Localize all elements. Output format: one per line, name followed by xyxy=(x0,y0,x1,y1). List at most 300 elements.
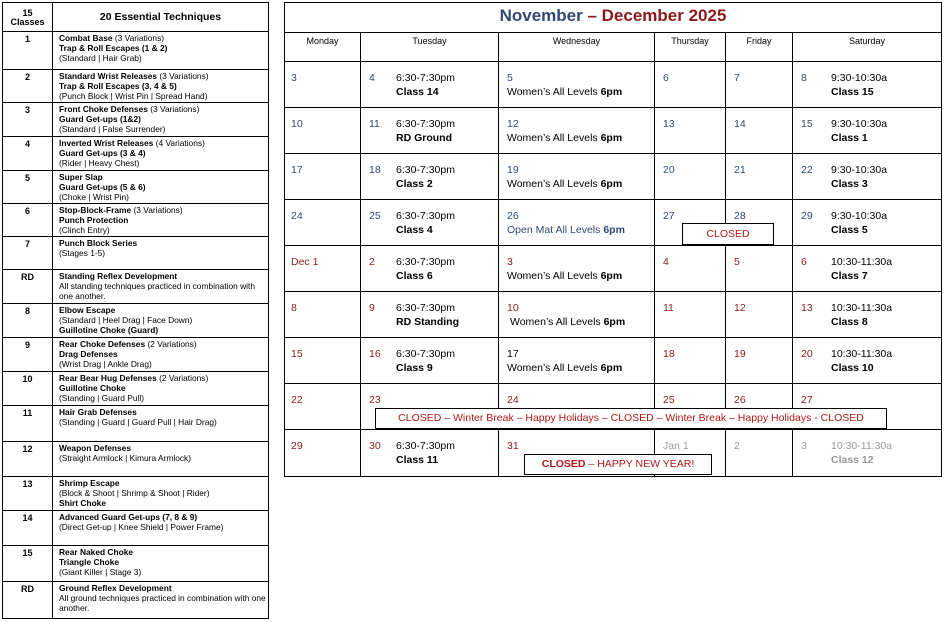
class-name: Class 11 xyxy=(396,454,439,466)
womens-class-text: Women’s All Levels xyxy=(507,270,601,282)
calendar-day-cell xyxy=(793,429,941,475)
day-number: 27 xyxy=(663,210,675,222)
calendar-day-cell xyxy=(285,291,361,337)
womens-class-label xyxy=(507,132,622,144)
calendar-day-cell xyxy=(793,107,941,153)
womens-class-text: Women’s All Levels xyxy=(507,362,601,374)
technique-row xyxy=(3,137,269,171)
class-time: 9:30-10:30a xyxy=(831,210,888,222)
calendar-day-cell xyxy=(361,429,499,475)
day-number: 29 xyxy=(801,210,813,222)
womens-class-text: Women’s All Levels xyxy=(510,316,604,328)
class-time: 6:30-7:30pm xyxy=(396,72,455,84)
technique-detail: (Punch Block | Wrist Pin | Spread Hand) xyxy=(59,91,208,102)
technique-line xyxy=(59,407,268,417)
day-number: 5 xyxy=(507,72,513,84)
technique-name: Super Slap xyxy=(59,172,103,182)
day-number: 25 xyxy=(369,210,381,222)
calendar-day-cell xyxy=(726,107,793,153)
calendar-day-cell xyxy=(285,337,361,383)
womens-class-time: 6pm xyxy=(603,316,626,328)
class-name: Class 5 xyxy=(831,224,868,236)
technique-detail: (Standing | Guard Pull) xyxy=(59,393,145,404)
day-number: 7 xyxy=(734,72,740,84)
day-number: 18 xyxy=(663,348,675,360)
technique-line xyxy=(59,593,268,613)
calendar-day-cell xyxy=(499,61,655,107)
closed-new-year-bold: CLOSED xyxy=(541,458,586,470)
technique-line xyxy=(59,359,268,369)
technique-line xyxy=(59,383,268,393)
calendar-day-cell xyxy=(361,291,499,337)
technique-description xyxy=(53,338,269,372)
technique-line xyxy=(59,271,268,281)
calendar-day-cell xyxy=(655,337,726,383)
technique-number: 15 xyxy=(3,546,53,582)
calendar-day-cell xyxy=(499,337,655,383)
technique-description xyxy=(53,372,269,406)
technique-row xyxy=(3,32,269,70)
technique-name: Drag Defenses xyxy=(59,349,118,360)
technique-line xyxy=(59,43,268,53)
calendar-day-cell xyxy=(285,153,361,199)
technique-line xyxy=(59,182,268,192)
technique-line xyxy=(59,172,268,182)
technique-line xyxy=(59,281,268,301)
calendar-day-cell xyxy=(793,199,941,245)
technique-line xyxy=(59,53,268,63)
womens-class-time: 6pm xyxy=(600,362,623,374)
technique-row xyxy=(3,406,269,442)
technique-name: Punch Protection xyxy=(59,215,129,226)
technique-row xyxy=(3,304,269,338)
day-number: 13 xyxy=(663,118,675,130)
techniques-header-title: 20 Essential Techniques xyxy=(53,3,269,32)
technique-detail: (Giant Killer | Stage 3) xyxy=(59,567,142,578)
technique-row xyxy=(3,477,269,511)
technique-detail: (4 Variations) xyxy=(153,138,205,148)
day-number: 3 xyxy=(507,256,513,268)
class-name: Class 10 xyxy=(831,362,874,374)
day-header-saturday: Saturday xyxy=(848,36,886,46)
day-number: 28 xyxy=(734,210,746,222)
technique-line xyxy=(59,238,268,248)
class-time: 9:30-10:30a xyxy=(831,118,888,130)
calendar-day-cell xyxy=(793,61,941,107)
calendar-day-cell xyxy=(655,107,726,153)
technique-name: Punch Block Series xyxy=(59,238,138,248)
technique-line xyxy=(59,205,268,215)
day-number: 4 xyxy=(663,256,669,268)
technique-line xyxy=(59,104,268,114)
technique-line xyxy=(59,498,268,508)
technique-name: Guillotine Choke (Guard) xyxy=(59,325,159,336)
womens-class-label xyxy=(507,178,622,190)
day-number: Dec 1 xyxy=(291,256,319,268)
technique-line xyxy=(59,583,268,593)
technique-detail: (3 Variations) xyxy=(112,33,165,43)
technique-name: Standing Reflex Development xyxy=(59,271,178,281)
class-time: 10:30-11:30a xyxy=(831,440,893,452)
day-number: 3 xyxy=(801,440,807,452)
technique-line xyxy=(59,349,268,359)
calendar-day-cell xyxy=(285,245,361,291)
day-header-row xyxy=(285,33,941,61)
technique-line xyxy=(59,488,268,498)
technique-line xyxy=(59,215,268,225)
technique-number: 1 xyxy=(3,32,53,70)
technique-detail: (Wrist Drag | Ankle Drag) xyxy=(59,359,152,370)
technique-description xyxy=(53,511,269,546)
class-time: 6:30-7:30pm xyxy=(396,210,455,222)
technique-description xyxy=(53,477,269,511)
technique-description xyxy=(53,237,269,270)
calendar xyxy=(284,2,942,477)
womens-class-text: Open Mat All Levels xyxy=(507,224,604,236)
calendar-day-cell xyxy=(793,291,941,337)
technique-number: 11 xyxy=(3,406,53,442)
technique-number: 7 xyxy=(3,237,53,270)
technique-detail: All ground techniques practiced in combination with one another. xyxy=(59,593,266,614)
technique-detail: (Clinch Entry) xyxy=(59,225,110,236)
technique-name: Guard Get-ups (3 & 4) xyxy=(59,148,146,159)
day-header-tuesday: Tuesday xyxy=(361,33,499,61)
day-number: 5 xyxy=(734,256,740,268)
womens-class-text: Women’s All Levels xyxy=(507,132,601,144)
technique-name: Guard Get-ups (5 & 6) xyxy=(59,182,146,193)
day-number: 16 xyxy=(369,348,381,360)
technique-line xyxy=(59,81,268,91)
technique-line xyxy=(59,148,268,158)
technique-number: RD xyxy=(3,582,53,619)
technique-description xyxy=(53,103,269,137)
day-header-wednesday: Wednesday xyxy=(499,33,655,61)
class-name: Class 6 xyxy=(396,270,433,282)
calendar-day-cell xyxy=(793,153,941,199)
technique-number: 13 xyxy=(3,477,53,511)
day-number: 11 xyxy=(663,302,674,314)
day-header-thursday: Thursday xyxy=(655,33,726,61)
class-name: Class 7 xyxy=(831,270,868,282)
technique-name: Rear Choke Defenses xyxy=(59,339,146,349)
technique-name: Standard Wrist Releases xyxy=(59,71,158,81)
class-time: 6:30-7:30pm xyxy=(396,440,455,452)
technique-detail: (3 Variations) xyxy=(131,205,183,215)
closed-winter-break-label: CLOSED – Winter Break – Happy Holidays – CLOSED – Winter Break – Happy Holidays - CLOSED xyxy=(375,408,887,429)
technique-line xyxy=(59,557,268,567)
technique-line xyxy=(59,248,268,258)
technique-number: 6 xyxy=(3,204,53,237)
technique-line xyxy=(59,315,268,325)
technique-detail: (2 Variations) xyxy=(145,339,197,349)
calendar-day-cell xyxy=(361,199,499,245)
technique-detail: All standing techniques practiced in combination with one another. xyxy=(59,281,255,302)
class-name: RD Standing xyxy=(396,316,459,328)
class-time: 10:30-11:30a xyxy=(831,256,893,268)
technique-name: Trap & Roll Escapes (3, 4 & 5) xyxy=(59,81,177,92)
day-number: 20 xyxy=(663,164,675,176)
technique-line xyxy=(59,373,268,383)
technique-row xyxy=(3,70,269,103)
class-time: 9:30-10:30a xyxy=(831,164,888,176)
technique-line xyxy=(59,305,268,315)
technique-detail: (Standing | Guard | Guard Pull | Hair Drag) xyxy=(59,417,217,428)
technique-line xyxy=(59,91,268,101)
technique-line xyxy=(59,33,268,43)
day-number: 6 xyxy=(663,72,669,84)
class-time: 10:30-11:30a xyxy=(831,302,893,314)
technique-line xyxy=(59,138,268,148)
class-name: Class 9 xyxy=(396,362,433,374)
technique-row xyxy=(3,582,269,619)
womens-class-time: 6pm xyxy=(603,224,625,236)
day-number: 14 xyxy=(734,118,746,130)
technique-line xyxy=(59,158,268,168)
class-time: 6:30-7:30pm xyxy=(396,118,455,130)
day-number: 12 xyxy=(734,302,746,314)
technique-description xyxy=(53,204,269,237)
calendar-day-cell xyxy=(655,245,726,291)
technique-description xyxy=(53,171,269,204)
day-number: 22 xyxy=(801,164,813,176)
womens-class-time: 6pm xyxy=(600,178,623,190)
day-number: 6 xyxy=(801,256,807,268)
technique-number: 3 xyxy=(3,103,53,137)
technique-number: RD xyxy=(3,270,53,304)
technique-detail: (Rider | Heavy Chest) xyxy=(59,158,140,169)
technique-name: Shrimp Escape xyxy=(59,478,120,488)
womens-class-time: 6pm xyxy=(600,270,623,282)
technique-row xyxy=(3,171,269,204)
day-number: 15 xyxy=(801,118,813,130)
title-november: November xyxy=(499,6,583,25)
class-time: 6:30-7:30pm xyxy=(396,348,455,360)
womens-class-label xyxy=(510,316,625,328)
womens-class-label xyxy=(507,224,625,236)
technique-name: Rear Bear Hug Defenses xyxy=(59,373,157,383)
technique-description xyxy=(53,406,269,442)
class-name: RD Ground xyxy=(396,132,452,144)
technique-detail: (Standard | False Surrender) xyxy=(59,124,166,135)
day-number: 12 xyxy=(507,118,519,130)
day-number: 11 xyxy=(369,118,380,130)
class-name: Class 1 xyxy=(831,132,868,144)
classes-count-header: 15 Classes xyxy=(3,3,53,32)
technique-description xyxy=(53,70,269,103)
day-number: 18 xyxy=(369,164,381,176)
technique-number: 2 xyxy=(3,70,53,103)
day-number: 17 xyxy=(507,348,519,360)
day-header-monday: Monday xyxy=(285,33,361,61)
day-number: 3 xyxy=(291,72,297,84)
class-time: 9:30-10:30a xyxy=(831,72,888,84)
calendar-day-cell xyxy=(726,61,793,107)
class-time: 6:30-7:30pm xyxy=(396,164,455,176)
day-number: Jan 1 xyxy=(663,440,689,452)
technique-detail: (Choke | Wrist Pin) xyxy=(59,192,129,203)
technique-name: Triangle Choke xyxy=(59,557,120,568)
day-number: 27 xyxy=(801,394,813,406)
technique-description xyxy=(53,137,269,171)
class-time: 6:30-7:30pm xyxy=(396,302,455,314)
day-number: 29 xyxy=(291,440,303,452)
technique-name: Stop-Block-Frame xyxy=(59,205,132,215)
technique-line xyxy=(59,478,268,488)
day-number: 26 xyxy=(507,210,519,222)
day-number: 24 xyxy=(507,394,519,406)
title-dash: – xyxy=(582,6,602,25)
womens-class-label xyxy=(507,362,622,374)
technique-number: 12 xyxy=(3,442,53,477)
technique-detail: (Standard | Heel Drag | Face Down) xyxy=(59,315,193,326)
day-number: 2 xyxy=(734,440,740,452)
technique-number: 14 xyxy=(3,511,53,546)
calendar-day-cell xyxy=(499,245,655,291)
technique-detail: (Standard | Hair Grab) xyxy=(59,53,142,64)
calendar-day-cell xyxy=(361,61,499,107)
class-name: Class 8 xyxy=(831,316,868,328)
technique-line xyxy=(59,522,268,532)
womens-class-time: 6pm xyxy=(600,86,623,98)
calendar-day-cell xyxy=(793,337,941,383)
day-number: 19 xyxy=(734,348,746,360)
day-number: 8 xyxy=(801,72,807,84)
day-number: 2 xyxy=(369,256,375,268)
technique-line xyxy=(59,114,268,124)
day-number: 10 xyxy=(291,118,303,130)
class-name: Class 3 xyxy=(831,178,868,190)
technique-number: 4 xyxy=(3,137,53,171)
technique-name: Guillotine Choke xyxy=(59,383,126,394)
class-name: Class 2 xyxy=(396,178,433,190)
calendar-day-cell xyxy=(361,107,499,153)
day-number: 31 xyxy=(507,440,519,452)
technique-line xyxy=(59,393,268,403)
day-number: 19 xyxy=(507,164,519,176)
technique-line xyxy=(59,325,268,335)
calendar-day-cell xyxy=(499,153,655,199)
day-number: 26 xyxy=(734,394,746,406)
technique-name: Shirt Choke xyxy=(59,498,106,509)
technique-row xyxy=(3,270,269,304)
technique-number: 9 xyxy=(3,338,53,372)
calendar-day-cell xyxy=(285,429,361,475)
technique-name: Trap & Roll Escapes (1 & 2) xyxy=(59,43,168,54)
day-number: 13 xyxy=(801,302,813,314)
technique-line xyxy=(59,453,268,463)
technique-line xyxy=(59,547,268,557)
technique-number: 10 xyxy=(3,372,53,406)
calendar-day-cell xyxy=(726,153,793,199)
calendar-day-cell xyxy=(655,61,726,107)
day-number: 9 xyxy=(369,302,375,314)
calendar-day-cell xyxy=(361,153,499,199)
day-number: 20 xyxy=(801,348,813,360)
technique-detail: (Stages 1-5) xyxy=(59,248,106,259)
closed-new-year-text: – HAPPY NEW YEAR! xyxy=(585,458,695,470)
day-number: 4 xyxy=(369,72,375,84)
technique-name: Front Choke Defenses xyxy=(59,104,148,114)
technique-description xyxy=(53,32,269,70)
closed-thanksgiving-label: CLOSED xyxy=(682,223,774,245)
calendar-day-cell xyxy=(726,291,793,337)
class-time: 6:30-7:30pm xyxy=(396,256,455,268)
technique-name: Guard Get-ups (1&2) xyxy=(59,114,141,125)
technique-name: Combat Base xyxy=(59,33,113,43)
calendar-day-cell xyxy=(726,429,793,475)
calendar-day-cell xyxy=(285,199,361,245)
technique-row xyxy=(3,372,269,406)
title-december: December 2025 xyxy=(601,6,727,25)
technique-detail: (Direct Get-up | Knee Shield | Power Frame) xyxy=(59,522,224,533)
technique-row xyxy=(3,442,269,477)
technique-description xyxy=(53,270,269,304)
womens-class-time: 6pm xyxy=(600,132,623,144)
class-name: Class 15 xyxy=(831,86,874,98)
calendar-day-cell xyxy=(726,337,793,383)
womens-class-text: Women’s All Levels xyxy=(507,178,601,190)
technique-name: Elbow Escape xyxy=(59,305,116,315)
technique-row xyxy=(3,511,269,546)
day-number: 15 xyxy=(291,348,303,360)
technique-line xyxy=(59,567,268,577)
class-time: 10:30-11:30a xyxy=(831,348,893,360)
technique-description xyxy=(53,442,269,477)
technique-line xyxy=(59,225,268,235)
technique-description xyxy=(53,546,269,582)
technique-row xyxy=(3,237,269,270)
technique-line xyxy=(59,443,268,453)
day-number: 24 xyxy=(291,210,303,222)
day-number: 23 xyxy=(369,394,381,406)
technique-name: Advanced Guard Get-ups (7, 8 & 9) xyxy=(59,512,198,522)
technique-detail: (3 Variations) xyxy=(147,104,200,114)
technique-line xyxy=(59,512,268,522)
calendar-day-cell xyxy=(361,337,499,383)
day-number: 22 xyxy=(291,394,303,406)
class-name: Class 4 xyxy=(396,224,433,236)
calendar-day-cell xyxy=(285,383,361,429)
day-number: 21 xyxy=(734,164,746,176)
techniques-table xyxy=(2,2,269,619)
technique-line xyxy=(59,124,268,134)
closed-new-year-label xyxy=(524,454,712,475)
calendar-day-cell xyxy=(655,153,726,199)
technique-detail: (Block & Shoot | Shrimp & Shoot | Rider) xyxy=(59,488,210,499)
day-number: 8 xyxy=(291,302,297,314)
technique-line xyxy=(59,417,268,427)
technique-number: 8 xyxy=(3,304,53,338)
calendar-day-cell xyxy=(285,107,361,153)
technique-row xyxy=(3,546,269,582)
technique-line xyxy=(59,71,268,81)
day-header-friday: Friday xyxy=(726,33,793,61)
technique-description xyxy=(53,582,269,619)
calendar-day-cell xyxy=(285,61,361,107)
day-number: 30 xyxy=(369,440,381,452)
calendar-title xyxy=(285,3,941,33)
day-number: 10 xyxy=(507,302,519,314)
technique-row xyxy=(3,103,269,137)
womens-class-label xyxy=(507,86,622,98)
technique-line xyxy=(59,339,268,349)
technique-name: Hair Grab Defenses xyxy=(59,407,137,417)
technique-number: 5 xyxy=(3,171,53,204)
calendar-day-cell xyxy=(793,245,941,291)
calendar-day-cell xyxy=(361,245,499,291)
technique-description xyxy=(53,304,269,338)
day-number: 17 xyxy=(291,164,303,176)
